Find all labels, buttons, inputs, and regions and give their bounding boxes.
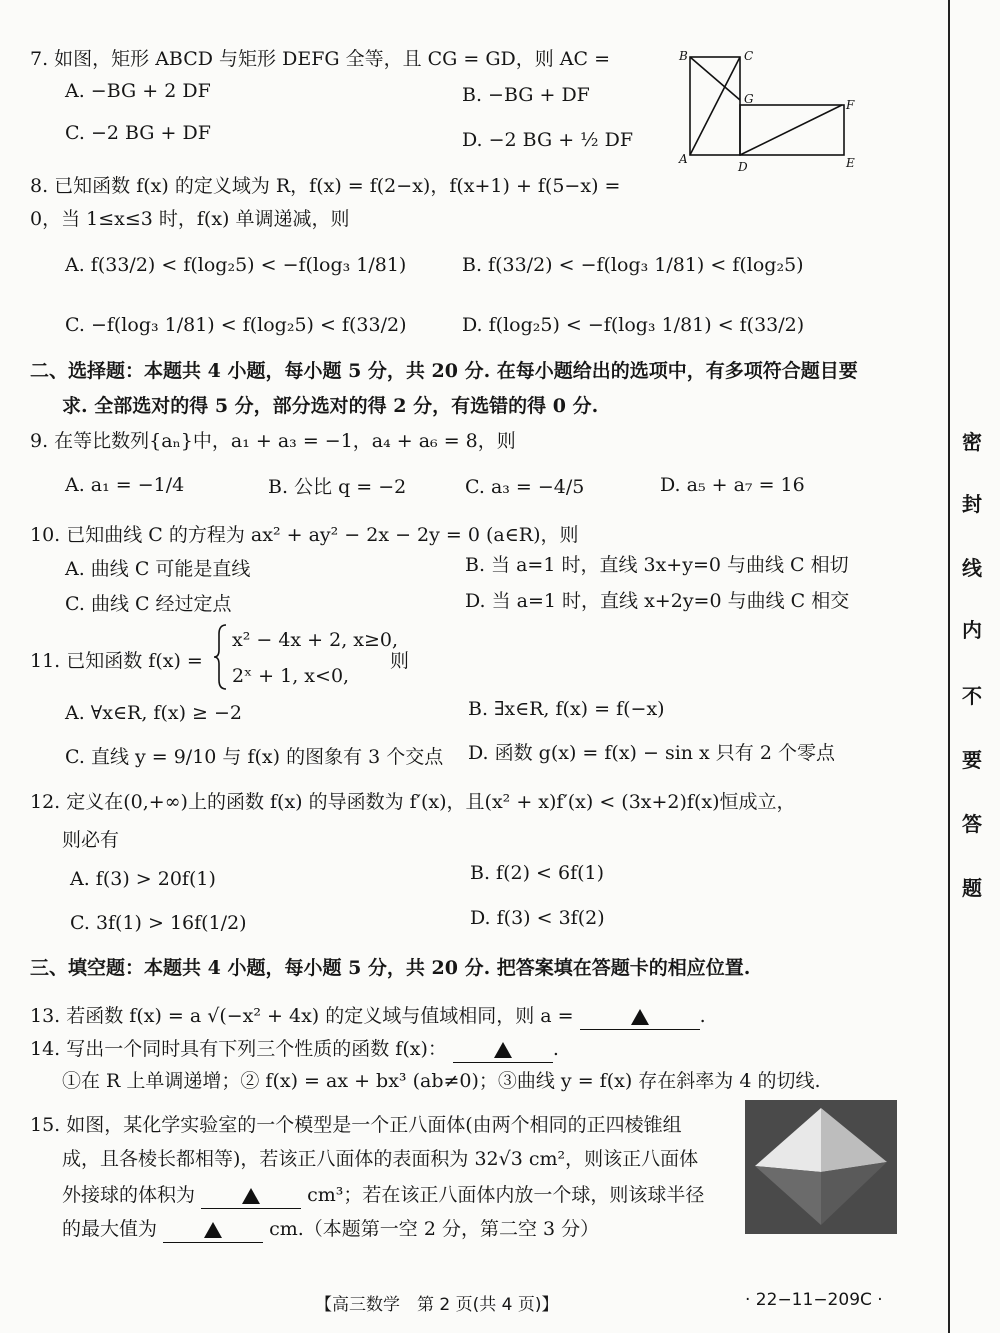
side-char-5: 不 <box>962 684 982 708</box>
q15-line2: 成，且各棱长都相等)，若该正八面体的表面积为 32√3 cm²，则该正八面体 <box>62 1148 699 1170</box>
q12-option-a: A. f(3) > 20f(1) <box>70 868 216 890</box>
q15-line3 <box>62 1182 704 1209</box>
label-c: C <box>744 49 754 63</box>
q11-option-b: B. ∃x∈R, f(x) = f(−x) <box>468 698 665 720</box>
q9-option-c: C. a₃ = −4/5 <box>465 476 585 498</box>
q14-properties: ①在 R 上单调递增；② f(x) = ax + bx³ (ab≠0)；③曲线 y = f(x) 存在斜率为 4 的切线. <box>62 1070 821 1092</box>
q7-option-d: D. −2 BG + ½ DF <box>462 129 634 151</box>
q8-option-c: C. −f(log₃ 1/81) < f(log₂5) < f(33/2) <box>65 314 407 336</box>
octahedron-icon <box>745 1100 897 1234</box>
section2-heading-line1: 二、选择题：本题共 4 小题，每小题 5 分，共 20 分. 在每小题给出的选项中，有多项符合题目要 <box>30 360 858 382</box>
side-char-6: 要 <box>962 748 982 772</box>
label-b: B <box>679 49 688 63</box>
side-char-3: 线 <box>962 556 982 580</box>
side-char-8: 题 <box>962 876 982 900</box>
q7-option-b: B. −BG + DF <box>462 84 590 106</box>
q15-line1: 15. 如图，某化学实验室的一个模型是一个正八面体(由两个相同的正四棱锥组 <box>30 1114 682 1136</box>
triangle-marker-icon <box>631 1009 649 1025</box>
q9-option-b: B. 公比 q = −2 <box>268 476 407 498</box>
q12-option-d: D. f(3) < 3f(2) <box>470 907 605 929</box>
vector-df <box>740 105 842 155</box>
section3-heading: 三、填空题：本题共 4 小题，每小题 5 分，共 20 分. 把答案填在答题卡的相应位置. <box>30 957 751 979</box>
q15-answer-blank-2[interactable] <box>163 1216 263 1243</box>
q10-option-c: C. 曲线 C 经过定点 <box>65 593 232 615</box>
q11-option-d: D. 函数 g(x) = f(x) − sin x 只有 2 个零点 <box>468 742 835 764</box>
triangle-marker-icon <box>204 1222 222 1238</box>
side-char-4: 内 <box>962 618 982 642</box>
footer-page-info: 【高三数学 第 2 页(共 4 页)】 <box>315 1295 559 1315</box>
side-char-2: 封 <box>962 492 982 516</box>
q7-option-a: A. −BG + 2 DF <box>65 80 211 102</box>
q8-option-d: D. f(log₂5) < −f(log₃ 1/81) < f(33/2) <box>462 314 805 336</box>
q13-answer-blank[interactable] <box>580 1003 700 1030</box>
octahedron-photo <box>745 1100 897 1234</box>
q15-line4 <box>62 1216 599 1243</box>
q7-stem: 7. 如图，矩形 ABCD 与矩形 DEFG 全等，且 CG = GD，则 AC = <box>30 48 611 70</box>
q15-answer-blank-1[interactable] <box>201 1182 301 1209</box>
rectangles-figure <box>672 45 872 175</box>
triangle-marker-icon <box>242 1188 260 1204</box>
q12-option-c: C. 3f(1) > 16f(1/2) <box>70 912 247 934</box>
q10-stem: 10. 已知曲线 C 的方程为 ax² + ay² − 2x − 2y = 0 (a∈R)，则 <box>30 524 579 546</box>
q11-option-c: C. 直线 y = 9/10 与 f(x) 的图象有 3 个交点 <box>65 746 444 768</box>
q11-stem-left: 11. 已知函数 f(x) = <box>30 650 203 672</box>
q12-stem-line1: 12. 定义在(0,+∞)上的函数 f(x) 的导函数为 f′(x)，且(x² + x)f′(x) < (3x+2)f(x)恒成立， <box>30 791 796 813</box>
label-d: D <box>738 160 748 174</box>
q15-line4-end: cm.（本题第一空 2 分，第二空 3 分） <box>269 1218 600 1240</box>
q8-option-b: B. f(33/2) < −f(log₃ 1/81) < f(log₂5) <box>462 254 804 276</box>
vector-ac <box>690 57 740 155</box>
q14-stem: 14. 写出一个同时具有下列三个性质的函数 f(x)： <box>30 1038 447 1060</box>
label-a: A <box>679 152 688 166</box>
q15-line3-end: cm³；若在该正八面体内放一个球，则该球半径 <box>307 1184 705 1206</box>
q11-piece1: x² − 4x + 2, x≥0, <box>232 629 399 651</box>
side-char-1: 密 <box>962 430 982 454</box>
vector-bg <box>690 57 740 100</box>
q9-stem: 9. 在等比数列{aₙ}中，a₁ + a₃ = −1，a₄ + a₆ = 8，则 <box>30 430 516 452</box>
label-f: F <box>846 98 855 112</box>
q8-stem-line2: 0，当 1≤x≤3 时，f(x) 单调递减，则 <box>30 208 350 230</box>
q9-option-d: D. a₅ + a₇ = 16 <box>660 474 805 496</box>
label-e: E <box>846 156 855 170</box>
q15-line4-start: 的最大值为 <box>62 1218 158 1240</box>
q14-end: . <box>552 1038 559 1060</box>
q11-stem-right: 则 <box>390 650 410 672</box>
q12-stem-line2: 则必有 <box>62 829 120 851</box>
q12-option-b: B. f(2) < 6f(1) <box>470 862 605 884</box>
q10-option-d: D. 当 a=1 时，直线 x+2y=0 与曲线 C 相交 <box>465 590 850 612</box>
section2-heading-line2: 求. 全部选对的得 5 分，部分选对的得 2 分，有选错的得 0 分. <box>62 395 599 417</box>
label-g: G <box>744 92 754 106</box>
footer-code: · 22−11−209C · <box>745 1290 883 1310</box>
q14-line <box>30 1036 559 1063</box>
triangle-marker-icon <box>494 1042 512 1058</box>
q13-end: . <box>699 1005 706 1027</box>
q13-stem: 13. 若函数 f(x) = a √(−x² + 4x) 的定义域与值域相同，则 a = <box>30 1005 574 1027</box>
side-char-7: 答 <box>962 812 982 836</box>
q14-answer-blank[interactable] <box>453 1036 553 1063</box>
q11-option-a: A. ∀x∈R, f(x) ≥ −2 <box>65 702 243 724</box>
q11-brace <box>212 622 230 692</box>
q10-option-a: A. 曲线 C 可能是直线 <box>65 558 251 580</box>
q7-option-c: C. −2 BG + DF <box>65 122 211 144</box>
q11-piece2: 2ˣ + 1, x<0, <box>232 665 350 687</box>
q8-stem-line1: 8. 已知函数 f(x) 的定义域为 R，f(x) = f(2−x)，f(x+1) + f(5−x) = <box>30 175 621 197</box>
q9-option-a: A. a₁ = −1/4 <box>65 474 185 496</box>
q15-line3-start: 外接球的体积为 <box>62 1184 196 1206</box>
q13-line <box>30 1003 706 1030</box>
q8-option-a: A. f(33/2) < f(log₂5) < −f(log₃ 1/81) <box>65 254 407 276</box>
sealing-strip <box>948 0 1000 1333</box>
q10-option-b: B. 当 a=1 时，直线 3x+y=0 与曲线 C 相切 <box>465 554 849 576</box>
